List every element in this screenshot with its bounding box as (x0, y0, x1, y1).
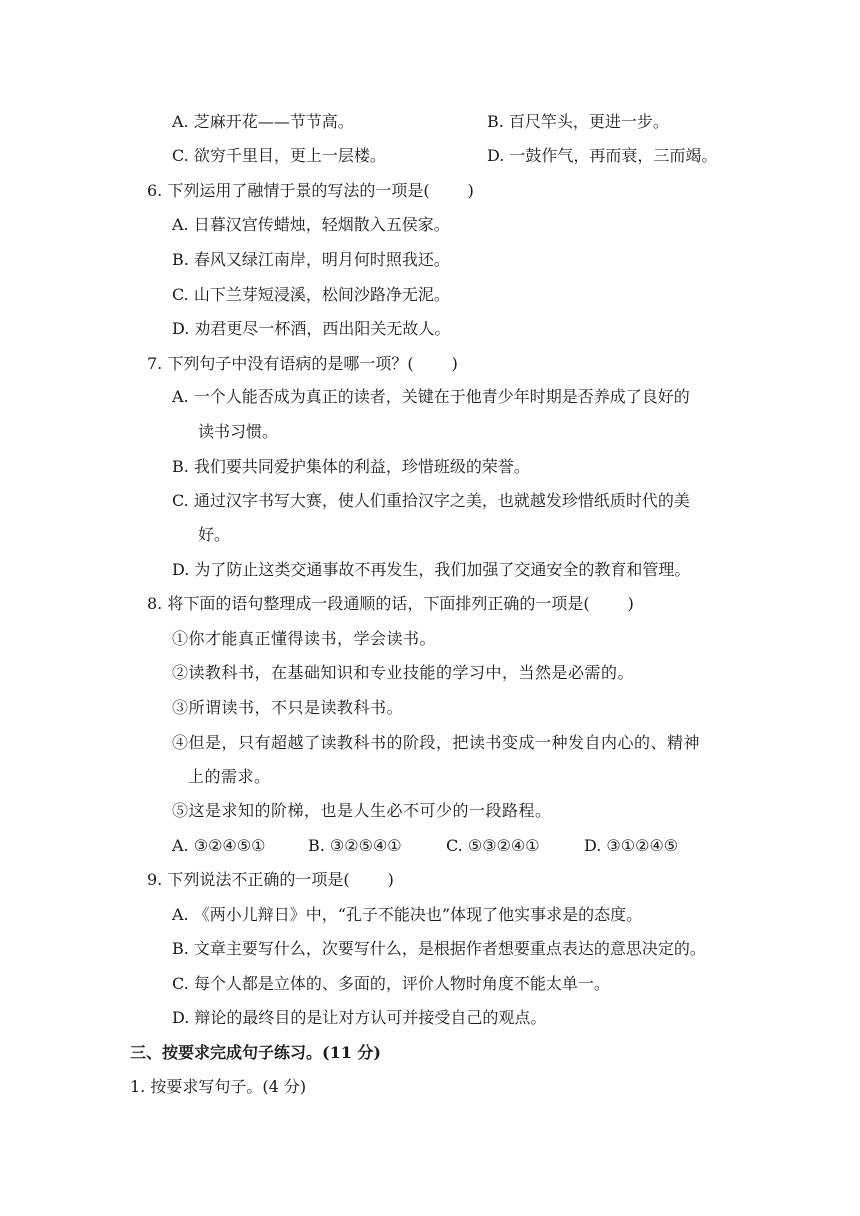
q8-sentence-3: ③所谓读书，不只是读教科书。 (172, 698, 404, 717)
q7-option-a-line2: 读书习惯。 (198, 422, 279, 441)
q6-option-b: B. 春风又绿江南岸，明月何时照我还。 (172, 250, 450, 269)
q6-option-c: C. 山下兰芽短浸溪，松间沙路净无泥。 (172, 285, 450, 304)
q8-stem-text: 8. 将下面的语句整理成一段通顺的话，下面排列正确的一项是( (147, 594, 590, 613)
q6-stem-close: ) (467, 181, 474, 200)
q6-stem (147, 180, 474, 202)
q6-stem-text: 6. 下列运用了融情于景的写法的一项是( (147, 181, 430, 200)
q8-option-b: B. ③②⑤④① (308, 836, 402, 855)
q6-option-d: D. 劝君更尽一杯酒，西出阳关无故人。 (172, 319, 451, 338)
q7-stem (147, 353, 458, 375)
q9-option-b: B. 文章主要写什么，次要写什么，是根据作者想要重点表达的意思决定的。 (172, 939, 706, 958)
q9-option-c: C. 每个人都是立体的、多面的，评价人物时角度不能太单一。 (172, 974, 610, 993)
q7-option-c-line2: 好。 (198, 525, 231, 544)
q6-option-a: A. 日暮汉宫传蜡烛，轻烟散入五侯家。 (172, 215, 450, 234)
q8-sentence-2: ②读教科书，在基础知识和专业技能的学习中，当然是必需的。 (172, 663, 635, 682)
q8-stem (147, 593, 634, 615)
q8-sentence-5: ⑤这是求知的阶梯，也是人生必不可少的一段路程。 (172, 801, 552, 820)
q7-option-a-line1: A. 一个人能否成为真正的读者，关键在于他青少年时期是否养成了良好的 (172, 387, 690, 406)
q8-sentence-1: ①你才能真正懂得读书，学会读书。 (172, 629, 437, 648)
q5-option-b: B. 百尺竿头，更进一步。 (487, 112, 669, 131)
q8-sentence-4-line2: 上的需求。 (188, 767, 271, 786)
q5-option-c: C. 欲穷千里目，更上一层楼。 (172, 146, 386, 165)
q7-option-c-line1: C. 通过汉字书写大赛，使人们重拾汉字之美，也就越发珍惜纸质时代的美 (172, 491, 690, 510)
q8-option-c: C. ⑤③②④① (446, 836, 540, 855)
q7-stem-text: 7. 下列句子中没有语病的是哪一项？( (147, 354, 414, 373)
q5-option-a: A. 芝麻开花——节节高。 (172, 112, 354, 131)
section-3-heading: 三、按要求完成句子练习。(11 分) (130, 1043, 381, 1062)
q8-sentence-4-line1: ④但是，只有超越了读教科书的阶段，把读书变成一种发自内心的、精神 (172, 733, 701, 752)
q9-option-a: A. 《两小儿辩日》中，“孔子不能决也”体现了他实事求是的态度。 (172, 905, 643, 924)
q7-option-b: B. 我们要共同爱护集体的利益，珍惜班级的荣誉。 (172, 457, 530, 476)
q9-stem-text: 9. 下列说法不正确的一项是( (147, 870, 350, 889)
q9-option-d: D. 辩论的最终目的是让对方认可并接受自己的观点。 (172, 1008, 547, 1027)
q5-option-d: D. 一鼓作气，再而衰，三而竭。 (487, 146, 718, 165)
q7-option-d: D. 为了防止这类交通事故不再发生，我们加强了交通安全的教育和管理。 (172, 560, 691, 579)
q8-option-a: A. ③②④⑤① (172, 836, 266, 855)
q9-stem-close: ) (387, 870, 394, 889)
q8-option-d: D. ③①②④⑤ (584, 836, 679, 855)
section-3-item-1: 1. 按要求写句子。(4 分) (130, 1077, 307, 1096)
q9-stem (147, 869, 394, 891)
q7-stem-close: ) (451, 354, 458, 373)
q8-stem-close: ) (627, 594, 634, 613)
